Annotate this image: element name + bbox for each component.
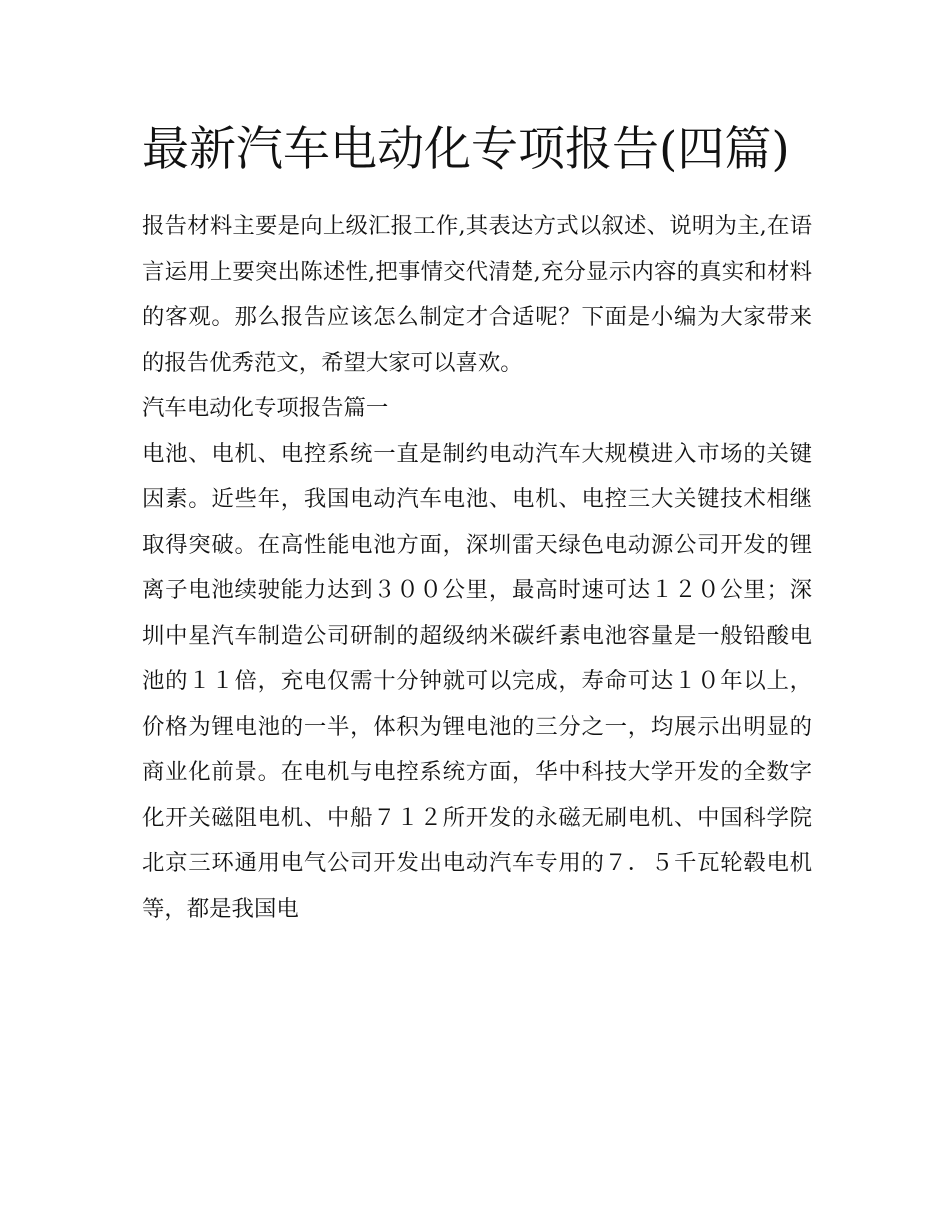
document-title: 最新汽车电动化专项报告(四篇) (142, 122, 790, 177)
intro-paragraph: 报告材料主要是向上级汇报工作,其表达方式以叙述、说明为主,在语言运用上要突出陈述性,把事情交代清楚,充分显示内容的真实和材料的客观。那么报告应该怎么制定才合适呢？下面是小编为大家带来的报告优秀范文，希望大家可以喜欢。 (142, 213, 812, 376)
document-content (142, 112, 812, 932)
section-heading: 汽车电动化专项报告篇一 (142, 395, 389, 421)
section-body-paragraph: 电池、电机、电控系统一直是制约电动汽车大规模进入市场的关键因素。近些年，我国电动汽车电池、电机、电控三大关键技术相继取得突破。在高性能电池方面，深圳雷天绿色电动源公司开发的锂离子电池续驶能力达到３００公里，最高时速可达１２０公里；深圳中星汽车制造公司研制的超级纳米碳纤素电池容量是一般铅酸电池的１１倍，充电仅需十分钟就可以完成，寿命可达１０年以上，价格为锂电池的一半，体积为锂电池的三分之一，均展示出明显的商业化前景。在电机与电控系统方面，华中科技大学开发的全数字化开关磁阻电机、中船７１２所开发的永磁无刷电机、中国科学院北京三环通用电气公司开发出电动汽车专用的７．５千瓦轮毂电机等，都是我国电 (142, 440, 812, 922)
